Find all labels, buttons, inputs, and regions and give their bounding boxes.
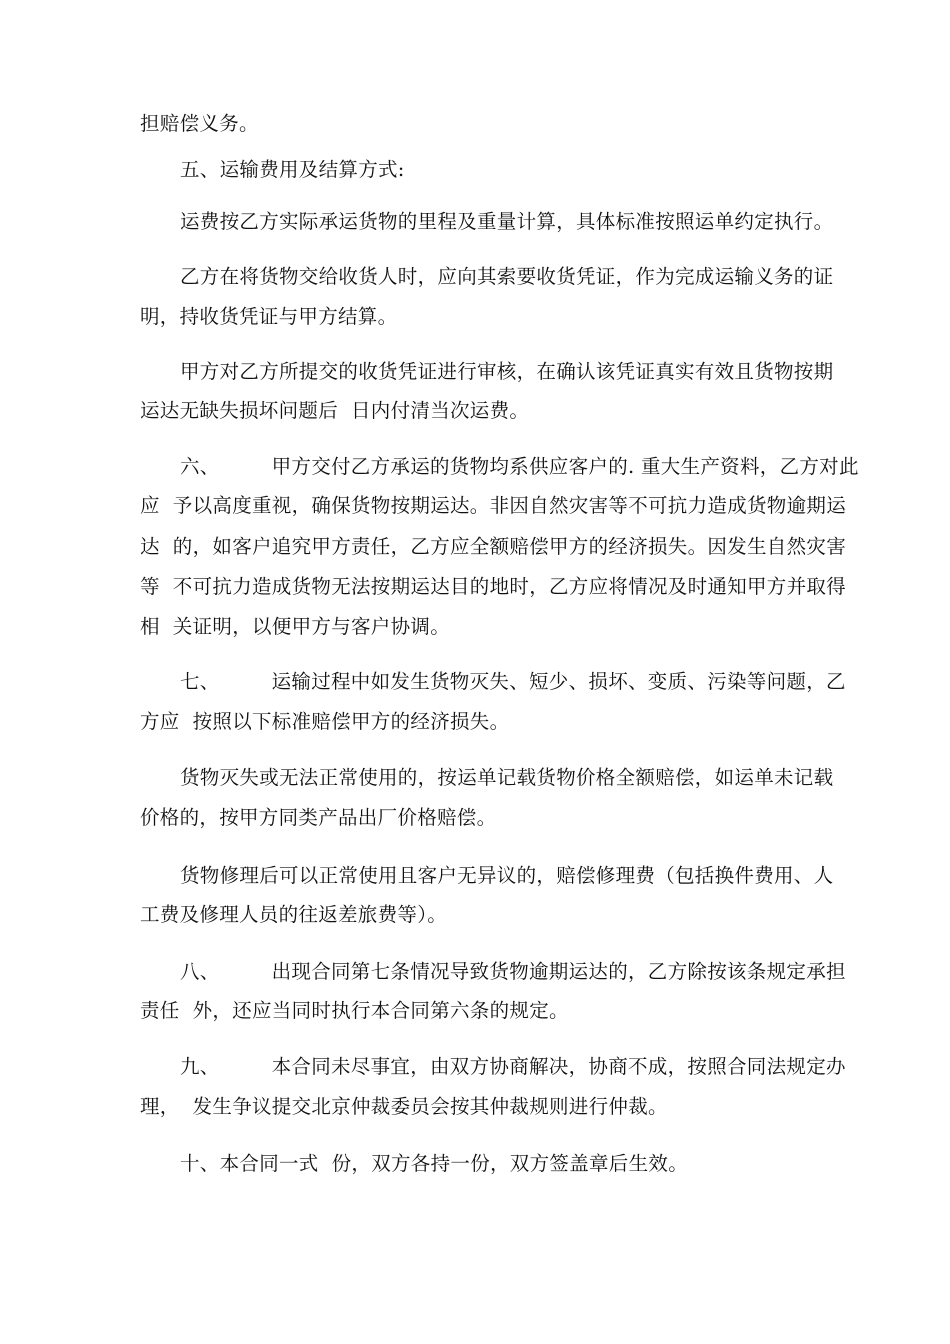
text-line: 理， 发生争议提交北京仲裁委员会按其仲裁规则进行仲裁。 <box>140 1095 668 1118</box>
text-line: 达 的，如客户追究甲方责任，乙方应全额赔偿甲方的经济损失。因发生自然灾害 <box>140 535 846 558</box>
text-line: 八、 出现合同第七条情况导致货物逾期运达的，乙方除按该条规定承担 <box>180 960 846 983</box>
text-line: 货物灭失或无法正常使用的，按运单记载货物价格全额赔偿，如运单未记载 <box>180 766 834 789</box>
text-line: 运达无缺失损坏问题后 日内付清当次运费。 <box>140 399 530 422</box>
text-line: 九、 本合同未尽事宜，由双方协商解决，协商不成，按照合同法规定办 <box>180 1055 846 1078</box>
text-line: 乙方在将货物交给收货人时，应向其索要收货凭证，作为完成运输义务的证 <box>180 265 834 288</box>
section-heading: 五、运输费用及结算方式: <box>180 158 405 181</box>
text-line: 相 关证明，以便甲方与客户协调。 <box>140 615 450 638</box>
text-line: 等 不可抗力造成货物无法按期运达目的地时，乙方应将情况及时通知甲方并取得 <box>140 575 846 598</box>
text-line: 方应 按照以下标准赔偿甲方的经济损失。 <box>140 710 510 733</box>
text-line: 价格的，按甲方同类产品出厂价格赔偿。 <box>140 806 497 829</box>
text-line: 六、 甲方交付乙方承运的货物均系供应客户的. 重大生产资料，乙方对此 <box>180 455 859 478</box>
text-line: 七、 运输过程中如发生货物灭失、短少、损坏、变质、污染等问题，乙 <box>180 670 846 693</box>
text-line: 运费按乙方实际承运货物的里程及重量计算，具体标准按照运单约定执行。 <box>180 210 834 233</box>
text-line: 工费及修理人员的往返差旅费等）。 <box>140 903 448 926</box>
text-line: 货物修理后可以正常使用且客户无异议的，赔偿修理费（包括换件费用、人 <box>180 864 834 887</box>
text-line: 担赔偿义务。 <box>140 112 259 135</box>
text-line: 明，持收货凭证与甲方结算。 <box>140 305 398 328</box>
text-line: 应 予以高度重视，确保货物按期运达。非因自然灾害等不可抗力造成货物逾期运 <box>140 494 846 517</box>
text-line: 责任 外，还应当同时执行本合同第六条的规定。 <box>140 999 569 1022</box>
text-line: 甲方对乙方所提交的收货凭证进行审核，在确认该凭证真实有效且货物按期 <box>180 360 834 383</box>
text-line: 十、本合同一式 份，双方各持一份，双方签盖章后生效。 <box>180 1152 688 1175</box>
